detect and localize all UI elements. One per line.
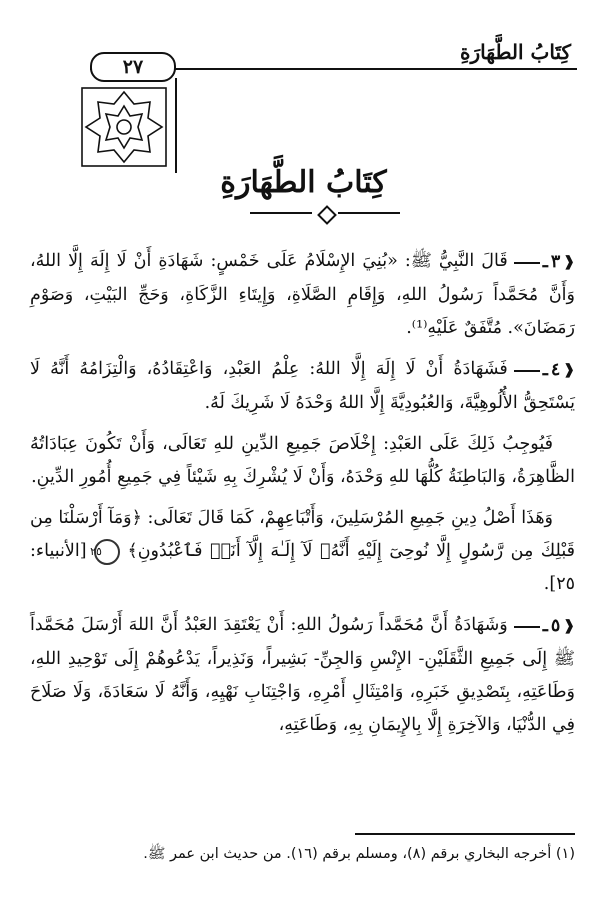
paragraph-4: ❰ ٤ ـ فَشَهَادَةُ أَنْ لَا إِلَهَ إِلَّا اللهُ: عِلْمُ العَبْدِ، وَاعْتِقَادُهُ، وَالْتِزَامُهُ أَنَّهُ لَا يَسْتَحِقُّ الأُلُوهِيَّةَ، وَالعُبُودِيَّةَ إِلَّا اللهُ وَحْدَهُ لَا شَرِيكَ لَهُ. (30, 353, 575, 420)
footnote: (١) أخرجه البخاري برقم (٨)، ومسلم برقم (١٦). من حديث ابن عمر ﷺ. (143, 846, 575, 862)
paragraph-marker: ❰ ٤ ـ (514, 354, 575, 387)
footnote-rule (355, 833, 575, 835)
paragraph-4-cont: فَيُوجِبُ ذَلِكَ عَلَى العَبْدِ: إِخْلَاصَ جَمِيعِ الدِّينِ للهِ تَعَالَى، وَأَنْ تَكُونَ عِبَادَاتُهُ الظَّاهِرَةُ، وَالبَاطِنَةُ كُلُّهَا للهِ وَحْدَهُ، وَأَنْ لَا يُشْرِكَ بِهِ شَيْئاً فِي جَمِيعِ أُمُورِ الدِّينِ. (30, 434, 575, 487)
text-body (30, 245, 575, 750)
running-title: كِتَابُ الطَّهَارَةِ (460, 40, 571, 64)
page-number: ٢٧ (90, 52, 176, 82)
paragraph-verse: وَهَذَا أَصْلُ دِينِ جَمِيعِ المُرْسَلِينَ، وَأَتْبَاعِهِمْ، كَمَا قَالَ تَعَالَى: ﴿وَمَآ أَرْسَلْنَا مِن قَبْلِكَ مِن رَّسُولٍ إِلَّا نُوحِىٓ إِلَيْهِ أَنَّهُۥ لَآ إِلَـٰهَ إِلَّآ أَنَا۠ فَٱعْبُدُونِ﴾ ٢٥ [الأنبياء: ٢٥]. (30, 508, 575, 594)
paragraph-5: ❰ ٥ ـ وَشَهَادَةُ أَنَّ مُحَمَّداً رَسُولُ اللهِ: أَنْ يَعْتَقِدَ العَبْدُ أَنَّ اللهَ أَرْسَلَ مُحَمَّداً ﷺ إِلَى جَمِيعِ الثَّقَلَيْنِ- الإِنْسِ وَالجِنِّ- بَشِيراً، وَنَذِيراً، يَدْعُوهُمْ إِلَى تَوْحِيدِ اللهِ، وَطَاعَتِهِ، بِتَصْدِيقِ خَبَرِهِ، وَامْتِثَالِ أَمْرِهِ، وَاجْتِنَابِ نَهْيِهِ، وَأَنَّهُ لَا سَعَادَةَ، وَلَا صَلَاحَ فِي الدُّنْيَا، وَالآخِرَةِ إِلَّا بِالإِيمَانِ بِهِ، وَطَاعَتِهِ، (30, 609, 575, 742)
paragraph-marker: ❰ ٥ ـ (514, 610, 575, 643)
paragraph-3: ❰ ٣ ـ قَالَ النَّبِيُّ ﷺ: «بُنِيَ الإِسْلَامُ عَلَى خَمْسٍ: شَهَادَةِ أَنْ لَا إِلَهَ إِلَّا اللهُ، وَأَنَّ مُحَمَّداً رَسُولُ اللهِ، وَإِقَامِ الصَّلَاةِ، وَإِيتَاءِ الزَّكَاةِ، وَحَجِّ البَيْتِ، وَصَوْمِ رَمَضَانَ». مُتَّفَقٌ عَلَيْهِ⁽¹⁾. (30, 245, 575, 345)
verse-number: ٢٥ (94, 539, 120, 565)
verse-reference: [الأنبياء: ٢٥]. (30, 541, 575, 594)
title-ornament (250, 212, 400, 215)
ornament-icon (78, 84, 170, 170)
paragraph-marker: ❰ ٣ ـ (514, 246, 575, 279)
vertical-rule (175, 78, 177, 173)
chapter-title: كِتَابُ الطَّهَارَةِ (220, 165, 387, 200)
